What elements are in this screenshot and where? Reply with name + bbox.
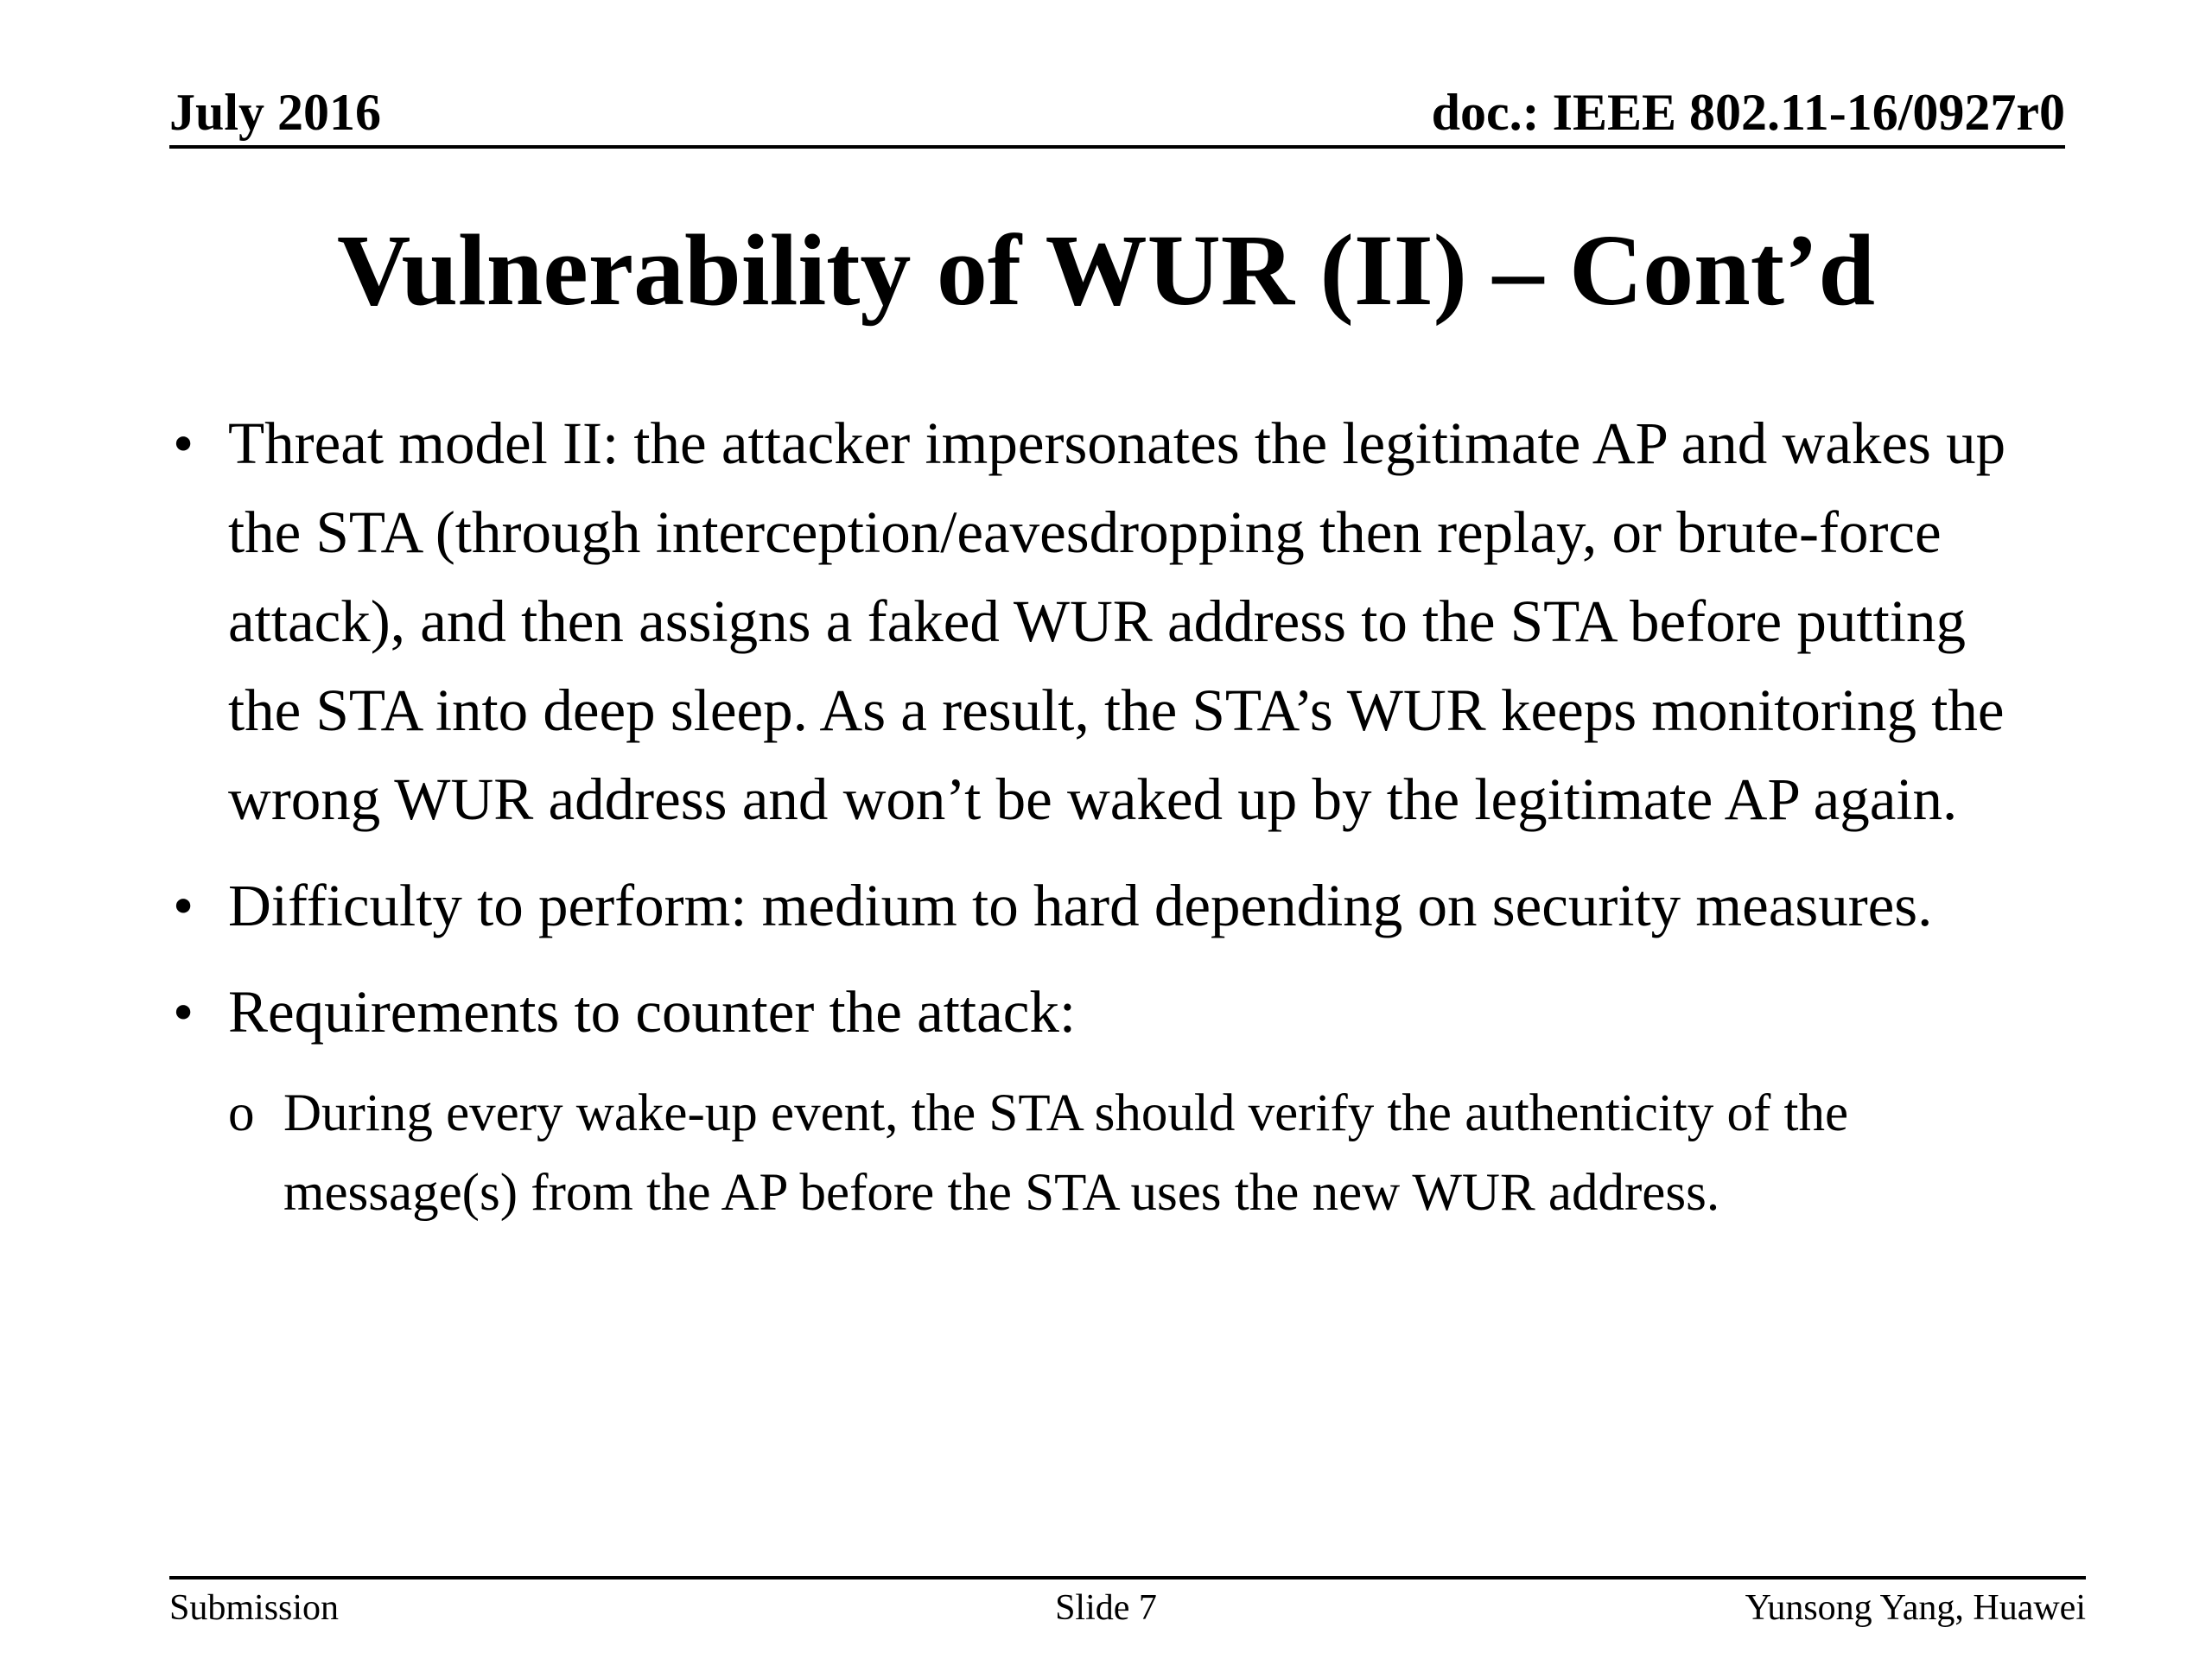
bullet-text: Difficulty to perform: medium to hard depending on security measures. — [228, 873, 1933, 938]
bullet-item-requirements — [169, 968, 2044, 1057]
bullet-text: Threat model II: the attacker impersonates the legitimate AP and wakes up the STA (through interception/eavesdropping then replay, or brute-force attack), and then assigns a faked WUR address to the STA before putting the STA into deep sleep. As a result, the STA’s WUR keeps monitoring the wrong WUR address and won’t be waked up by the legitimate AP again. — [228, 410, 2006, 832]
footer-slide-number: Slide 7 — [1055, 1588, 1157, 1628]
bullet-marker: • — [173, 873, 194, 938]
slide-body — [169, 399, 2044, 1233]
footer-submission: Submission — [169, 1588, 340, 1628]
header-date: July 2016 — [169, 84, 382, 141]
sub-bullet-item-verification — [169, 1074, 2044, 1233]
footer-author: Yunsong Yang, Huawei — [1745, 1588, 2086, 1628]
header-divider — [169, 145, 2065, 149]
sub-bullet-text: During every wake-up event, the STA should verify the authenticity of the message(s) from the AP before the STA uses the new WUR address. — [283, 1084, 1849, 1222]
bullet-text: Requirements to counter the attack: — [228, 979, 1076, 1045]
slide-title: Vulnerability of WUR (II) – Cont’d — [336, 213, 1876, 327]
bullet-marker: • — [173, 979, 194, 1045]
bullet-marker: • — [173, 410, 194, 476]
footer-divider — [169, 1576, 2086, 1580]
bullet-item-difficulty — [169, 861, 2044, 950]
bullet-item-threat-model — [169, 399, 2044, 844]
sub-bullet-marker: o — [228, 1084, 255, 1142]
header-doc-id: doc.: IEEE 802.11-16/0927r0 — [1431, 84, 2065, 141]
